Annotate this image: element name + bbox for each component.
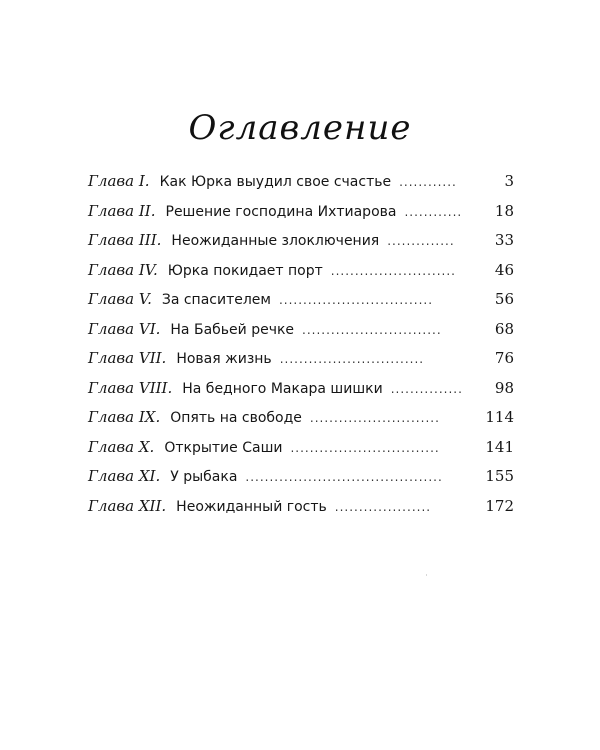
chapter-number: Глава XI. xyxy=(88,467,161,485)
chapter-title: Решение господина Ихтиарова xyxy=(165,203,397,220)
chapter-title: Открытие Саши xyxy=(164,439,283,456)
dot-leader: .................... xyxy=(334,499,432,514)
chapter-title: Опять на свободе xyxy=(170,410,302,426)
chapter-number: Глава VI. xyxy=(88,319,161,338)
chapter-title: У рыбака xyxy=(170,469,238,485)
toc-entry[interactable] xyxy=(88,172,514,202)
paper-speck xyxy=(426,574,427,576)
page-number: 46 xyxy=(494,260,514,279)
page-number: 114 xyxy=(485,408,514,426)
table-of-contents xyxy=(88,172,514,526)
dot-leader: .............................. xyxy=(279,352,425,366)
toc-entry[interactable] xyxy=(88,231,514,261)
chapter-title: Новая жизнь xyxy=(176,351,272,367)
chapter-title: Неожиданный гость xyxy=(176,498,327,515)
page-title: Оглавление xyxy=(188,108,412,148)
chapter-number: Глава III. xyxy=(88,231,162,249)
dot-leader: .............. xyxy=(387,234,455,248)
dot-leader: ........................... xyxy=(309,411,440,425)
page-number: 98 xyxy=(494,378,514,397)
toc-entry[interactable] xyxy=(88,261,514,291)
chapter-title: Как Юрка выудил свое счастье xyxy=(159,174,392,190)
page-number: 33 xyxy=(494,231,514,249)
chapter-title: Неожиданные злоключения xyxy=(171,233,380,249)
chapter-number: Глава VIII. xyxy=(88,378,173,397)
page-number: 76 xyxy=(494,349,514,367)
chapter-number: Глава XII. xyxy=(88,496,167,515)
toc-entry[interactable] xyxy=(88,202,514,232)
dot-leader: ............ xyxy=(399,175,457,189)
page-number: 3 xyxy=(504,172,514,190)
toc-entry[interactable] xyxy=(88,320,514,350)
dot-leader: ............................... xyxy=(290,440,440,455)
chapter-number: Глава II. xyxy=(88,201,156,220)
chapter-number: Глава IV. xyxy=(88,260,158,279)
dot-leader: ................................ xyxy=(278,293,434,307)
toc-entry[interactable] xyxy=(88,349,514,379)
chapter-title: За спасителем xyxy=(161,292,271,308)
page-number: 18 xyxy=(494,201,514,220)
dot-leader: ............ xyxy=(404,204,463,219)
dot-leader: .......................... xyxy=(330,263,456,278)
chapter-title: Юрка покидает порт xyxy=(167,262,323,279)
chapter-title: На Бабьей речке xyxy=(170,321,295,338)
toc-entry[interactable] xyxy=(88,290,514,320)
dot-leader: ............... xyxy=(390,381,463,396)
chapter-number: Глава I. xyxy=(88,172,150,190)
toc-entry[interactable] xyxy=(88,408,514,438)
toc-entry[interactable] xyxy=(88,438,514,468)
toc-entry[interactable] xyxy=(88,379,514,409)
page-number: 56 xyxy=(494,290,514,308)
chapter-number: Глава X. xyxy=(88,437,155,456)
page-number: 155 xyxy=(485,467,514,485)
toc-entry[interactable] xyxy=(88,497,514,527)
toc-entry[interactable] xyxy=(88,467,514,497)
dot-leader: ......................................... xyxy=(245,470,443,484)
chapter-number: Глава IX. xyxy=(88,408,161,426)
page-number: 141 xyxy=(485,437,514,456)
page-number: 172 xyxy=(485,496,514,515)
page-number: 68 xyxy=(494,319,514,338)
chapter-number: Глава VII. xyxy=(88,349,167,367)
dot-leader: ............................. xyxy=(302,322,442,337)
chapter-number: Глава V. xyxy=(88,290,152,308)
chapter-title: На бедного Макара шишки xyxy=(182,380,383,397)
